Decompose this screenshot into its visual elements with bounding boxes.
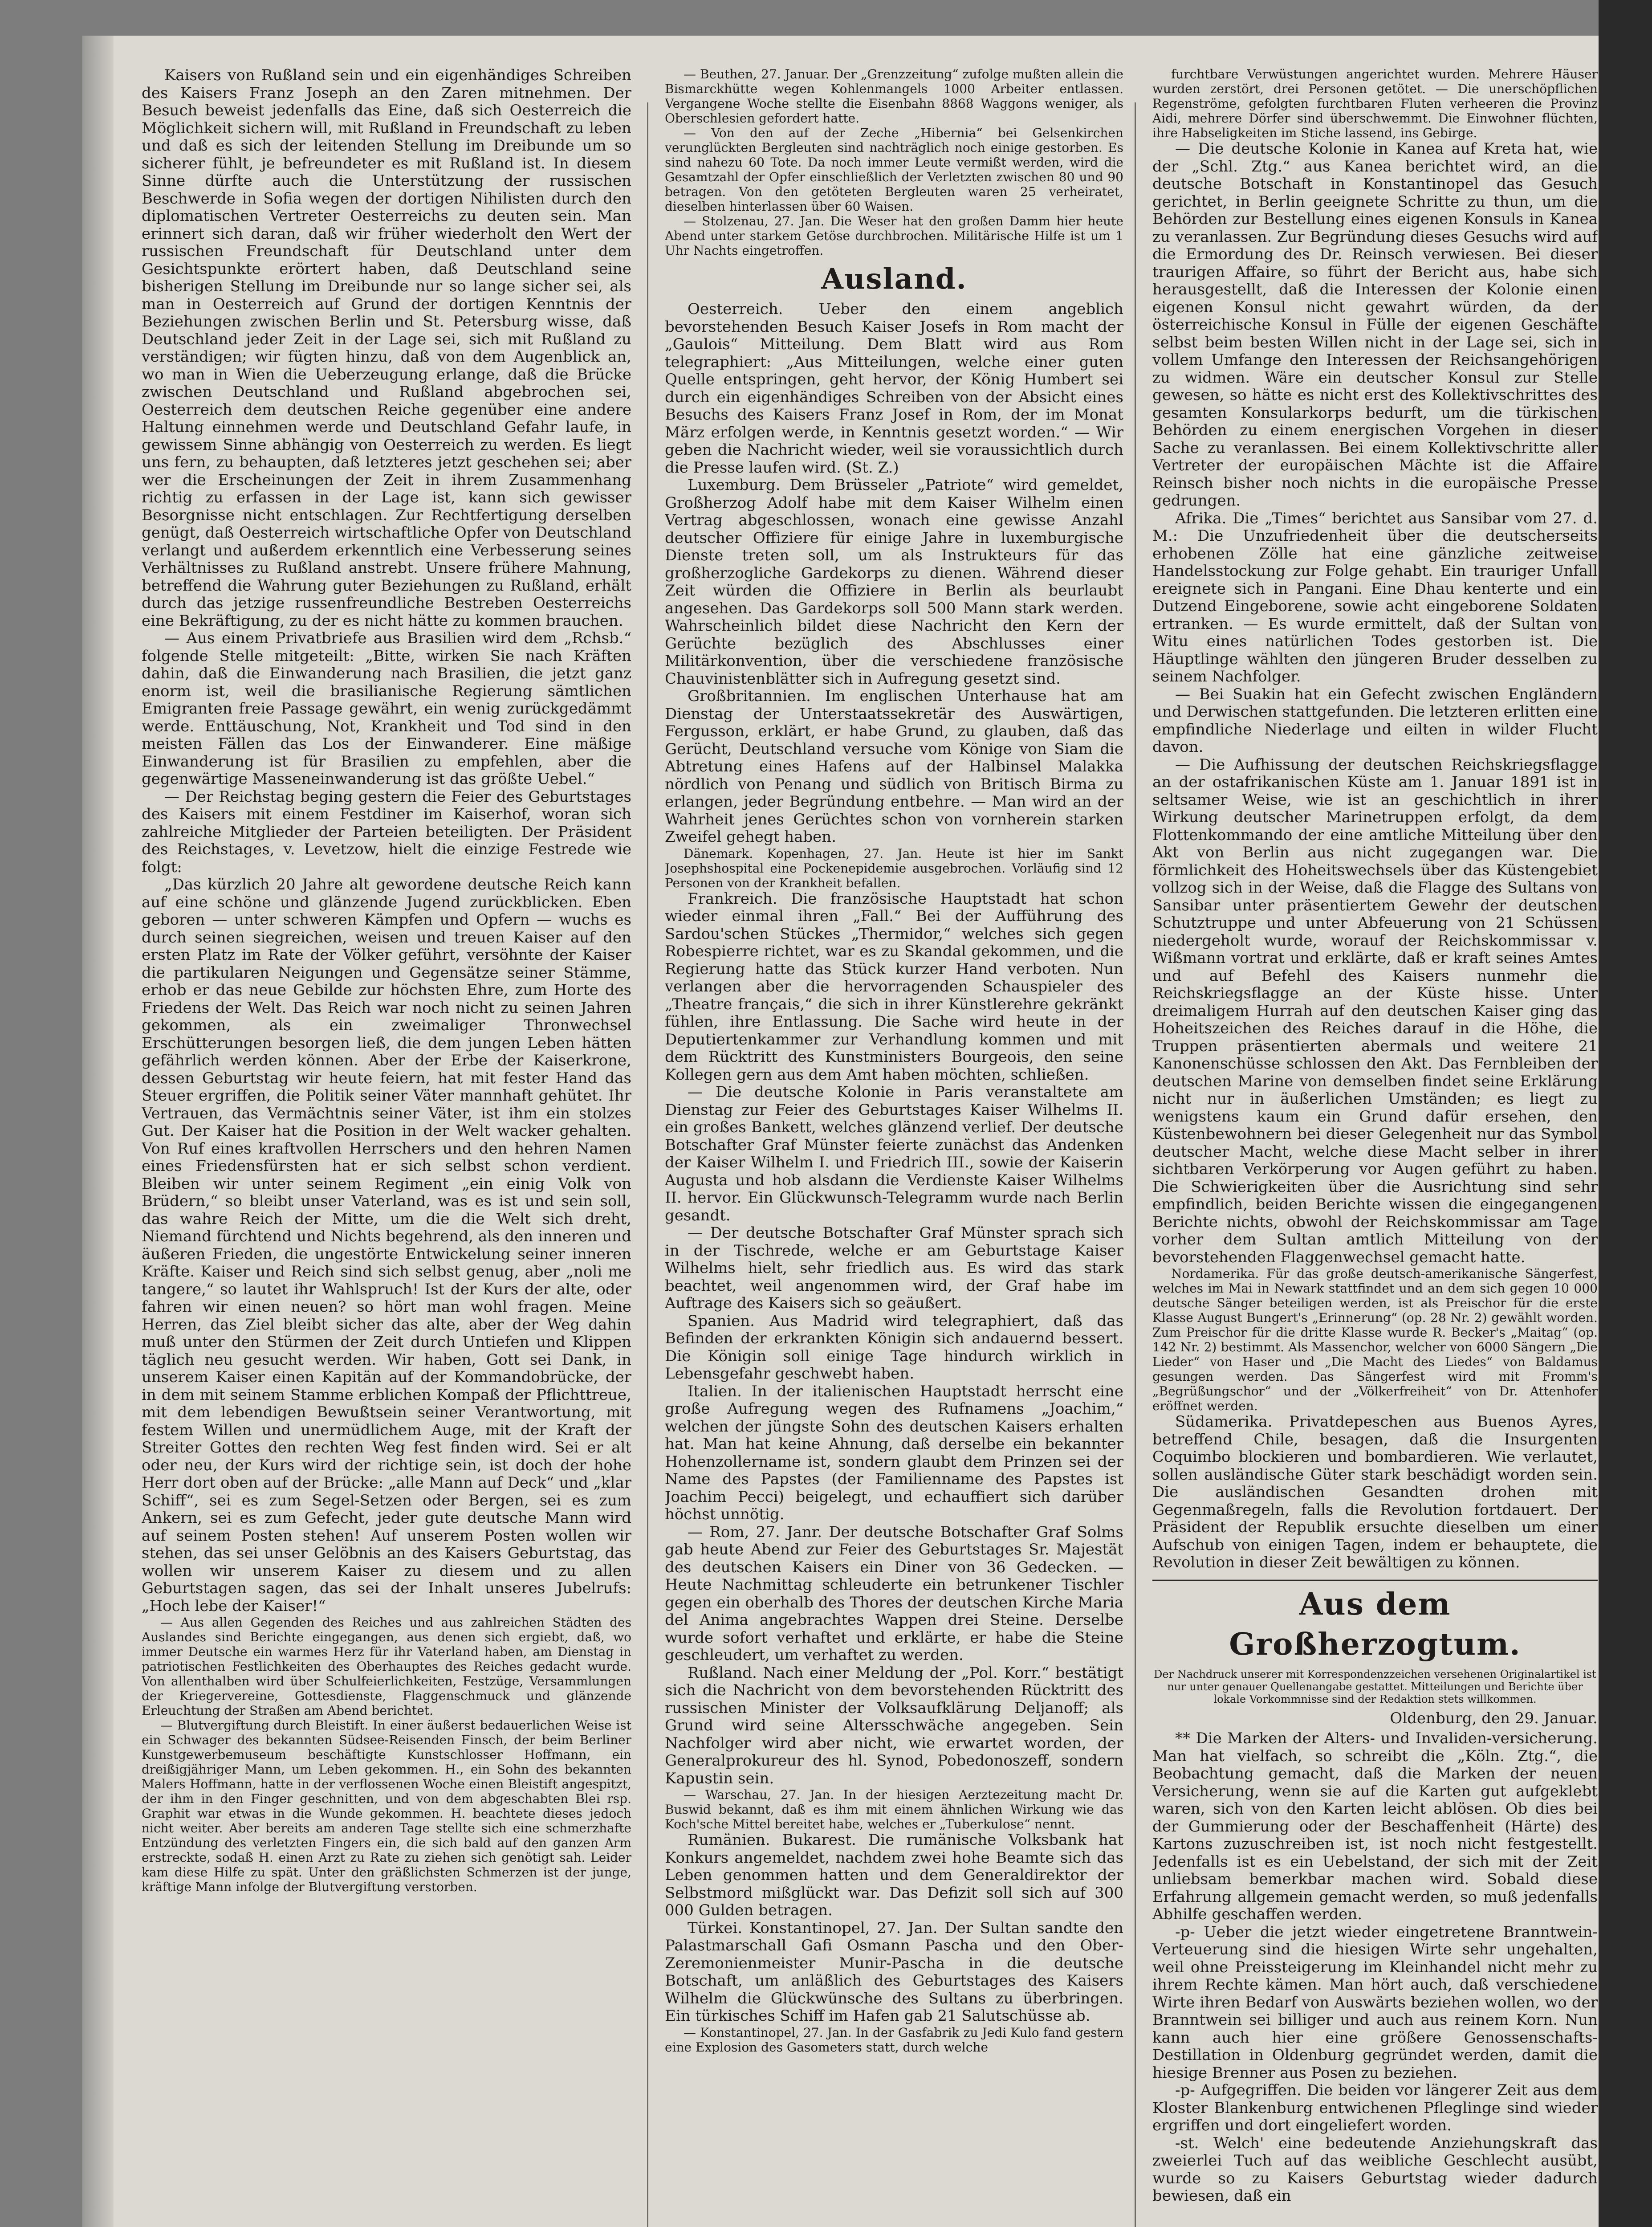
article-daenemark: Dänemark. Kopenhagen, 27. Jan. Heute ist hier im Sankt Josephshospital eine Pockenepidemie ausgebrochen. Vorläufig sind 12 Personen von der Krankheit befallen. (665, 846, 1123, 890)
article-reichstag-feier: — Der Reichstag beging gestern die Feier des Geburtstages des Kaisers mit einem Festdiner im Kaiserhof, woran sich zahlreiche Mitglieder der Parteien beteiligten. Der Präsident des Reichstages, v. Levetzow, hielt die einzige Festrede wie folgt: (142, 787, 631, 876)
article-konstantinopel-cont: furchtbare Verwüstungen angerichtet wurden. Mehrere Häuser wurden zerstört, drei Personen getötet. — Die unerschöpflichen Regenströme, gefolgten furchtbaren Fluten verheeren die Provinz Aidi, mehrere Dörfer sind überschwemmt. Die Einwohner flüchten, ihre Habseligkeiten im Stiche lassend, ins Gebirge. (1152, 67, 1598, 140)
article-rom: — Rom, 27. Janr. Der deutsche Botschafter Graf Solms gab heute Abend zur Feier des Geburtstages Sr. Majestät des deutschen Kaisers ein Diner von 36 Gedecken. — Heute Nachmittag schleuderte ein betrunkener Tischler gegen ein oberhalb des Thores der deutschen Kirche Maria del Anima angebrachtes Wappen drei Steine. Derselbe wurde sofort verhaftet und erklärte, er habe die Steine geschleudert, um verhaftet zu werden. (665, 1523, 1123, 1664)
article-italien: Italien. In der italienischen Hauptstadt herrscht eine große Aufregung wegen des Rufnamens „Joachim,“ welchen der jüngste Sohn des deutschen Kaisers erhalten hat. Man hat keine Ahnung, daß derselbe ein bekannter Hohenzollername ist, sondern glaubt dem Prinzen sei der Name des Papstes (der Familienname des Papstes ist Joachim Pecci) beigelegt, und echauffiert sich darüber höchst unnötig. (665, 1382, 1123, 1523)
article-branntwein: -p- Ueber die jetzt wieder eingetretene Branntwein-Verteuerung sind die hiesigen Wirte sehr ungehalten, weil ohne Preissteigerung im Kleinhandel nicht mehr zu ihrem Rechte kämen. Man hört auch, daß verschiedene Wirte ihren Bedarf von Auswärts beziehen wollen, wo der Branntwein sei billiger und auch aus reinem Korn. Nun kann auch hier eine größere Genossenschafts-Destillation in Oldenburg gegründet werden, damit die hiesige Brenner aus Posen zu beziehen. (1152, 1923, 1598, 2082)
article-kolonie-paris: — Die deutsche Kolonie in Paris veranstaltete am Dienstag zur Feier des Geburtstages Kaiser Wilhelms II. ein großes Bankett, welches glänzend verlief. Der deutsche Botschafter Graf Münster feierte zunächst das Andenken der Kaiser Wilhelm I. und Friedrich III., sowie der Kaiserin Augusta und hob alsdann die Verdienste Kaiser Wilhelms II. hervor. Ein Glückwunsch-Telegramm wurde nach Berlin gesandt. (665, 1083, 1123, 1224)
article-konstantinopel: — Konstantinopel, 27. Jan. In der Gasfabrik zu Jedi Kulo fand gestern eine Explosion des Gasometers statt, durch welche (665, 2025, 1123, 2055)
book-spine (1599, 0, 1652, 2227)
reprint-note: Der Nachdruck unserer mit Korrespondenzzeichen versehenen Originalartikel ist nur unter genauer Quellenangabe gestattet. Mitteilungen und Berichte über lokale Vorkommnisse sind der Redaktion stets willkommen. (1154, 1668, 1596, 1705)
column-rule-2 (1135, 102, 1136, 2227)
article-beuthen: — Beuthen, 27. Januar. Der „Grenzzeitung“ zufolge mußten allein die Bismarckhütte wegen Kohlenmangels 1000 Arbeiter entlassen. Vergangene Woche stellte die Eisenbahn 8868 Waggons weniger, als Oberschlesien gefordert hatte. (665, 67, 1123, 126)
article-russland-oesterreich: Kaisers von Rußland sein und ein eigenhändiges Schreiben des Kaisers Franz Joseph an den Zaren mitnehmen. Der Besuch beweist jedenfalls das Eine, daß sich Oesterreich die Möglichkeit sichern will, mit Rußland in Freundschaft zu leben und daß es sich der leitenden Stellung im Dreibunde um so sicherer fühlt, je befreundeter es mit Rußland ist. In diesem Sinne dürfte auch die Unterstützung der russischen Beschwerde in Sofia wegen der dortigen Nihilisten durch den diplomatischen Vertreter Oesterreichs zu deuten sein. Man erinnert sich daran, daß wir früher wiederholt den Wert der russischen Freundschaft für Deutschland unter dem Gesichtspunkte erörtert haben, daß Deutschland seine bisherigen Stellung im Dreibunde nur so lange sicher sei, als man in Oesterreich auf Grund der dortigen Kenntnis der Beziehungen zwischen Berlin und St. Petersburg wisse, daß Deutschland jeder Zeit in der Lage sei, sich mit Rußland zu verständigen; wir fügten hinzu, daß von dem Augenblick an, wo man in Wien die Ueberzeugung erlange, daß die Brücke zwischen Deutschland und Rußland abgebrochen sei, Oesterreich dem deutschen Reiche gegenüber eine andere Haltung einnehmen werde und Deutschland Gefahr laufe, in gewissem Sinne abhängig von Oesterreich zu werden. Es liegt uns fern, zu behaupten, daß letzteres jetzt geschehen sei; aber wer die Erscheinungen der Zeit in ihrem Zusammenhang richtig zu erfassen in der Lage ist, kann sich gewisser Besorgnisse nicht entschlagen. Zur Rechtfertigung derselben genügt, daß Oesterreich wirtschaftliche Opfer von Deutschland verlangt und außerdem erkenntlich eine Verbesserung seines Verhältnisses zu Rußland anstrebt. Unsere frühere Mahnung, betreffend die Wahrung guter Beziehungen zu Rußland, erhält durch das jetzige russenfreundliche Bestreben Oesterreichs eine Bekräftigung, zu der es nicht hätte zu kommen brauchen. (142, 67, 631, 630)
article-nordamerika: Nordamerika. Für das große deutsch-amerikanische Sängerfest, welches im Mai in Newark stattfindet und an dem sich gegen 10 000 deutsche Sänger beteiligen werden, ist als Preischor für die erste Klasse August Bungert's „Erinnerung“ (op. 28 Nr. 2) gewählt worden. Zum Preischor für die dritte Klasse wurde R. Becker's „Maitag“ (op. 142 Nr. 2) bestimmt. Als Massenchor, welcher von 6000 Sängern „Die Lieder“ von Haser und „Die Macht des Liedes“ von Baldamus gesungen werden. Das Sängerfest wird mit Fromm's „Begrüßungschor“ und der „Völkerfreiheit“ von Dr. Attenhofer eröffnet werden. (1152, 1266, 1598, 1413)
article-kanea: — Die deutsche Kolonie in Kanea auf Kreta hat, wie der „Schl. Ztg.“ aus Kanea berichtet wird, an die deutsche Botschaft in Konstantinopel das Gesuch gerichtet, in Berlin geeignete Schritte zu thun, um die Behörden zur Bestellung eines eigenen Konsuls in Kanea zu veranlassen. Zur Begründung dieses Gesuchs wird auf die Ermordung des Dr. Reinsch verwiesen. Bei dieser traurigen Affaire, so führt der Bericht aus, habe sich herausgestellt, daß die Interessen der Kolonie einen eigenen Konsul nicht gewahrt würden, da der österreichische Konsul in Fülle der eigenen Geschäfte selbst beim besten Willen nicht in der Lage sei, sich in vollem Umfange den Interessen der Reichsangehörigen zu widmen. Wäre ein deutscher Konsul zur Stelle gewesen, so hätte es nicht erst des Kollektivschrittes des gesamten Konsularkorps bedurft, um die türkischen Behörden zu einem energischen Vorgehen in dieser Sache zu veranlassen. Bei einem Kollektivschritte aller Vertreter der europäischen Mächte ist die Affaire Reinsch bisher noch nichts in die europäische Presse gedrungen. (1152, 140, 1598, 510)
dateline: Oldenburg, den 29. Januar. (1390, 1709, 1598, 1727)
article-reichskriegsflagge: — Die Aufhissung der deutschen Reichskriegsflagge an der ostafrikanischen Küste am 1. Januar 1891 ist in seltsamer Weise, wie ist an geschichtlich in ihrer Wirkung deutscher Marinetruppen erfolgt, da dem Flottenkommando der eine amtliche Mitteilung über den Akt von Berlin aus nicht zugegangen war. Die förmlichkeit des Hoheitswechsels über das Küstengebiet vollzog sich in der Weise, daß die Flagge des Sultans von Sansibar unter präsentiertem Gewehr der deutschen Schutztruppe und unter Abfeuerung von 21 Schüssen niedergeholt wurde, worauf der Reichskommissar v. Wißmann vortrat und erklärte, daß er kraft seines Amtes und auf Befehl des Kaisers nunmehr die Reichskriegsflagge an der Küste hisse. Unter dreimaligem Hurrah auf den deutschen Kaiser ging das Hoheitszeichen des Reiches darauf in die Höhe, die Truppen präsentierten abermals und weitere 21 Kanonenschüsse schlossen den Akt. Das Fernbleiben der deutschen Marine von demselben findet seine Erklärung nicht nur in äußerlichen Umständen; es liegt zu wenigstens kaum ein Grund dafür ersehen, den Küstenbewohnern bei dieser Gelegenheit nur das Symbol deutscher Macht, welche diese Macht selber in ihrer sichtbaren Verkörperung vor Augen geführt zu haben. Die Schwierigkeiten über die Ausrichtung sind sehr empfindlich, beiden Berichte wissen die eingegangenen Berichte nichts, obwohl der Reichskommissar am Tage vorher dem Sultan amtlich Mitteilung von der bevorstehenden Flaggenwechsel gemacht hatte. (1152, 755, 1598, 1266)
article-tuerkei: Türkei. Konstantinopel, 27. Jan. Der Sultan sandte den Palastmarschall Gafi Osmann Pascha und den Ober-Zeremonienmeister Munir-Pascha in die deutsche Botschaft, um anläßlich des Geburtstages des Kaisers Wilhelm die Glückwünsche des Sultans zu überbringen. Ein türkisches Schiff im Hafen gab 21 Salutschüsse ab. (665, 1919, 1123, 2025)
column-rule-1 (647, 102, 648, 2227)
article-russland: Rußland. Nach einer Meldung der „Pol. Korr.“ bestätigt sich die Nachricht von dem bevorstehenden Rücktritt des russischen Minister der Volksaufklärung Deljanoff; als Grund wird seine Altersschwäche angegeben. Sein Nachfolger wird aber nicht, wie erwartet worden, der Generalprokureur des hl. Synod, Pobedonoszeff, sondern Kapustin sein. (665, 1664, 1123, 1787)
article-spanien: Spanien. Aus Madrid wird telegraphiert, daß das Befinden der erkrankten Königin sich andauernd bessert. Die Königin soll einige Tage hindurch wirklich in Lebensgefahr geschwebt haben. (665, 1312, 1123, 1383)
article-luxemburg: Luxemburg. Dem Brüsseler „Patriote“ wird gemeldet, Großherzog Adolf habe mit dem Kaiser Wilhelm einen Vertrag abgeschlossen, wonach eine gewisse Anzahl deutscher Offiziere für einige Jahre in luxemburgische Dienste treten soll, um als Instrukteurs für das großherzogliche Gardekorps zu dienen. Während dieser Zeit würden die Offiziere in Berlin als beurlaubt angesehen. Das Gardekorps soll 500 Mann stark werden. Wahrscheinlich bildet diese Nachricht den Kern der Gerüchte bezüglich des Abschlusses einer Militärkonvention, über die verschiedene französische Chauvinistenblätter sich in Aufregung gesetzt sind. (665, 476, 1123, 688)
article-reich-berichte: — Aus allen Gegenden des Reiches und aus zahlreichen Städten des Auslandes sind Berichte eingegangen, aus denen sich ergiebt, daß, wo immer Deutsche ein warmes Herz für ihr Vaterland haben, am Dienstag in patriotischen Festlichkeiten des Oberhauptes des Reiches gedacht wurde. Von allenthalben wird über Schulfeierlichkeiten, Festzüge, Versammlungen der Kriegervereine, Gottesdienste, Flaggenschmuck und glänzende Erleuchtung der Straßen am Abend berichtet. (142, 1615, 631, 1718)
article-hibernia: — Von den auf der Zeche „Hibernia“ bei Gelsenkirchen verunglückten Bergleuten sind nachträglich noch einige gestorben. Es sind nahezu 60 Tote. Da noch immer Leute vermißt werden, wird die Gesamtzahl der Opfer einschließlich der Verletzten zwischen 80 und 90 betragen. Von den getöteten Bergleuten waren 25 verheiratet, dieselben hinterlassen über 60 Waisen. (665, 126, 1123, 214)
article-oesterreich: Oesterreich. Ueber den einem angeblich bevorstehenden Besuch Kaiser Josefs in Rom macht der „Gaulois“ Mitteilung. Dem Blatt wird aus Rom telegraphiert: „Aus Mitteilungen, welche einer guten Quelle entspringen, geht hervor, der König Humbert sei durch ein eigenhändiges Schreiben von der Absicht eines Besuchs des Kaisers Franz Josef in Rom, der im Monat März erfolgen werde, in Kenntnis gesetzt worden.“ — Wir geben die Nachricht wieder, weil sie voraussichtlich durch die Presse laufen wird. (St. Z.) (665, 300, 1123, 477)
article-warschau: — Warschau, 27. Jan. In der hiesigen Aerztezeitung macht Dr. Buswid bekannt, daß es ihm mit einem ähnlichen Wirkung wie das Koch'sche Mittel bereitet habe, welches er „Tuberkulose“ nennt. (665, 1787, 1123, 1831)
column-1 (142, 67, 631, 2227)
page-left-edge-shadow (82, 36, 114, 2227)
article-festrede: „Das kürzlich 20 Jahre alt gewordene deutsche Reich kann auf eine schöne und glänzende Jugend zurückblicken. Eben geboren — unter schweren Kämpfen und Opfern — wuchs es durch seinen siegreichen, weisen und treuen Kaiser auf den ersten Platz im Rate der Völker geführt, versöhnte der Kaiser die partikularen Neigungen und Gegensätze seiner Stämme, erhob er das neue Gebilde zur höchsten Ehre, zum Horte des Friedens der Welt. Das Reich war noch nicht zu seinen Jahren gekommen, als ein zweimaliger Thronwechsel Erschütterungen besorgen ließ, die dem jungen Leben hätten gefährlich werden können. Aber der Erbe der Kaiserkrone, dessen Geburtstag wir heute feiern, hat mit fester Hand das Steuer ergriffen, die Politik seiner Väter mannhaft gehütet. Ihr Vertrauen, das Vermächtnis seiner Väter, ist ihm ein stolzes Gut. Der Kaiser hat die Position in der Welt wacker gehalten. Von Ruf eines kraftvollen Herrschers und den hehren Namen eines Friedensfürsten hat er sich selbst schon verdient. Bleiben wir unter seinem Regiment „ein einig Volk von Brüdern,“ so bleibt unser Vaterland, was es ist und sein soll, das wahre Reich der Mitte, um die die Welt sich dreht, Niemand fürchtend und Nichts begehrend, als den inneren und äußeren Frieden, die ungestörte Entwickelung seiner inneren Kräfte. Kaiser und Reich sind sich selbst genug, aber „noli me tangere,“ so lautet ihr Wahlspruch! Ist der Kurs der alte, oder fahren wir einen neuen? so hört man wohl fragen. Meine Herren, das Ziel bleibt sicher das alte, aber der Weg dahin muß unter den Stürmen der Zeit durch Untiefen und Klippen täglich neu gesucht werden. Wir haben, Gott sei Dank, in unserem Kaiser einen Kapitän auf der Kommandobrücke, der in dem mit seinem Stamme erblichen Kompaß der Pflichttreue, mit dem lebendigen Bewußtsein seiner Verantwortung, mit festem Willen und unermüdlichem Auge, mit der Kraft der Streiter Gottes den rechten Weg fest finden wird. Sei er alt oder neu, der Kurs wird der richtige sein, ist doch der hohe Herr dort oben auf der Brücke: „alle Mann auf Deck“ und „klar Schiff“, sei es zum Segel-Setzen oder Bergen, sei es zum Ankern, sei es zum Gefecht, jeder gute deutsche Mann wird auf seinem Posten stehen! Auf unserem Posten wollen wir stehen, das sei unser Gelöbnis an des Kaisers Geburtstag, das wollen wir unserem Kaiser zu diesem und zu allen Geburtstagen sagen, das sei der Inhalt unseres Jubelrufs: „Hoch lebe der Kaiser!“ (142, 876, 631, 1615)
article-brasilien: — Aus einem Privatbriefe aus Brasilien wird dem „Rchsb.“ folgende Stelle mitgeteilt: „Bitte, wirken Sie nach Kräften dahin, daß die Einwanderung nach Brasilien, die jetzt ganz enorm ist, weil die brasilianische Regierung sämtlichen Emigranten freie Passage gewährt, ein wenig zurückgedämmt werde. Enttäuschung, Not, Krankheit und Tod sind in den meisten Fällen das Los der Einwanderer. Eine mäßige Einwanderung ist für Brasilien zu empfehlen, aber die gegenwärtige Masseneinwanderung ist das größte Uebel.“ (142, 629, 631, 788)
article-muenster: — Der deutsche Botschafter Graf Münster sprach sich in der Tischrede, welche er am Geburtstage Kaiser Wilhelms hielt, sehr friedlich aus. Es wird das stark beachtet, weil angenommen wird, der Graf habe im Auftrage des Kaisers sich so geäußert. (665, 1224, 1123, 1312)
column-2 (665, 67, 1123, 2227)
article-blutvergiftung: — Blutvergiftung durch Bleistift. In einer äußerst bedauerlichen Weise ist ein Schwager des bekannten Südsee-Reisenden Finsch, der beim Berliner Kunstgewerbemuseum beschäftigte Kunstschlosser Hoffmann, ein dreißigjähriger Mann, um Leben gekommen. H., ein Sohn des bekannten Malers Hoffmann, hatte in der verflossenen Woche einen Bleistift angespitzt, der ihm in den Finger geschnitten, und von dem abgeschabten Blei rsp. Graphit war etwas in die Wunde gekommen. H. beachtete dieses jedoch nicht weiter. Aber bereits am anderen Tage stellte sich eine schmerzhafte Entzündung des verletzten Fingers ein, die sich bald auf den ganzen Arm erstreckte, sodaß H. einen Arzt zu Rate zu ziehen sich genötigt sah. Leider kam diese Hilfe zu spät. Unter den gräßlichsten Schmerzen ist der junge, kräftige Mann infolge der Blutvergiftung verstorben. (142, 1718, 631, 1894)
article-stolzenau: — Stolzenau, 27. Jan. Die Weser hat den großen Damm hier heute Abend unter starkem Getöse durchbrochen. Militärische Hilfe ist um 1 Uhr Nachts eingetroffen. (665, 214, 1123, 258)
article-aufgegriffen: -p- Aufgegriffen. Die beiden vor längerer Zeit aus dem Kloster Blankenburg entwichenen Pfleglinge sind wieder ergriffen und dort eingeliefert worden. (1152, 2081, 1598, 2134)
article-grossbritannien: Großbritannien. Im englischen Unterhause hat am Dienstag der Unterstaatssekretär des Auswärtigen, Fergusson, erklärt, er habe Grund, zu glauben, daß das Gerücht, Deutschland versuche vom Könige von Siam die Abtretung eines Hafens auf der Halbinsel Malakka nördlich von Penang und südlich von Britisch Birma zu erlangen, jeder Begründung entbehre. — Man wird an der Wahrheit jenes Gerüchtes schon von vornherein starken Zweifel gehegt haben. (665, 687, 1123, 846)
article-suakin: — Bei Suakin hat ein Gefecht zwischen Engländern und Derwischen stattgefunden. Die letzteren erlitten eine empfindliche Niederlage und eilten in wilder Flucht davon. (1152, 685, 1598, 756)
section-heading-grossherzogtum: Aus dem Großherzogtum. (1152, 1579, 1598, 1664)
article-suedamerika: Südamerika. Privatdepeschen aus Buenos Ayres, betreffend Chile, besagen, daß die Insurgenten Coquimbo blockieren und bombardieren. Wie verlautet, sollen ausländische Güter stark beschädigt worden sein. Die ausländischen Gesandten drohen mit Gegenmaßregeln, falls die Revolution fortdauert. Der Präsident der Republik ersuchte dieselben um einer Aufschub von einigen Tagen, indem er behauptete, die Revolution in dieser Zeit bewältigen zu können. (1152, 1413, 1598, 1571)
article-frankreich: Frankreich. Die französische Hauptstadt hat schon wieder einmal ihren „Fall.“ Bei der Aufführung des Sardou'schen Stückes „Thermidor,“ welches sich gegen Robespierre richtet, war es zu Skandal gekommen, und die Regierung hatte das Stück kurzer Hand verboten. Nun verlangen aber die hervorragenden Schauspieler des „Theatre français,“ die sich in ihrer Künstlerehre gekränkt fühlen, ihre Entlassung. Die Sache wird heute in der Deputiertenkammer zur Verhandlung kommen und mit dem Rücktritt des Kunstministers Bourgeois, den seine Kollegen gern aus dem Amt haben möchten, schließen. (665, 889, 1123, 1084)
article-anziehungskraft: -st. Welch' eine bedeutende Anziehungskraft das zweierlei Tuch auf das weibliche Geschlecht ausübt, wurde so zu Kaisers Geburtstag wieder dadurch bewiesen, daß ein (1152, 2134, 1598, 2205)
article-afrika: Afrika. Die „Times“ berichtet aus Sansibar vom 27. d. M.: Die Unzufriedenheit über die deutscherseits erhobenen Zölle hat eine gänzliche zeitweise Handelsstockung zur Folge gehabt. Ein trauriger Unfall ereignete sich in Pangani. Eine Dhau kenterte und ein Dutzend Eingeborene, sowie acht eingeborene Soldaten ertranken. — Es wurde ermittelt, daß der Sultan von Witu eines natürlichen Todes gestorben ist. Die Häuptlinge wählten den jüngeren Bruder desselben zu seinem Nachfolger. (1152, 509, 1598, 685)
column-3 (1152, 67, 1598, 2227)
section-heading-ausland: Ausland. (821, 262, 967, 296)
article-marken: ** Die Marken der Alters- und Invaliden-versicherung. Man hat vielfach, so schreibt die „Köln. Ztg.“, die Beobachtung gemacht, daß die Marken der neuen Versicherung, wenn sie auf die Karten gut aufgeklebt waren, sich von den Karten leicht ablösen. Ob dies bei der Gummierung oder der Beschaffenheit (Härte) des Kartons zuzuschreiben ist, ist noch nicht festgestellt. Jedenfalls ist es ein Uebelstand, der sich mit der Zeit unliebsam bemerkbar machen wird. Sobald diese Erfahrung allgemein gemacht werden, so muß jedenfalls Abhilfe geschaffen werden. (1152, 1729, 1598, 1923)
article-rumaenien: Rumänien. Bukarest. Die rumänische Volksbank hat Konkurs angemeldet, nachdem zwei hohe Beamte sich das Leben genommen hatten und dem Generaldirektor der Selbstmord mißglückt war. Das Defizit soll sich auf 300 000 Gulden betragen. (665, 1831, 1123, 1919)
